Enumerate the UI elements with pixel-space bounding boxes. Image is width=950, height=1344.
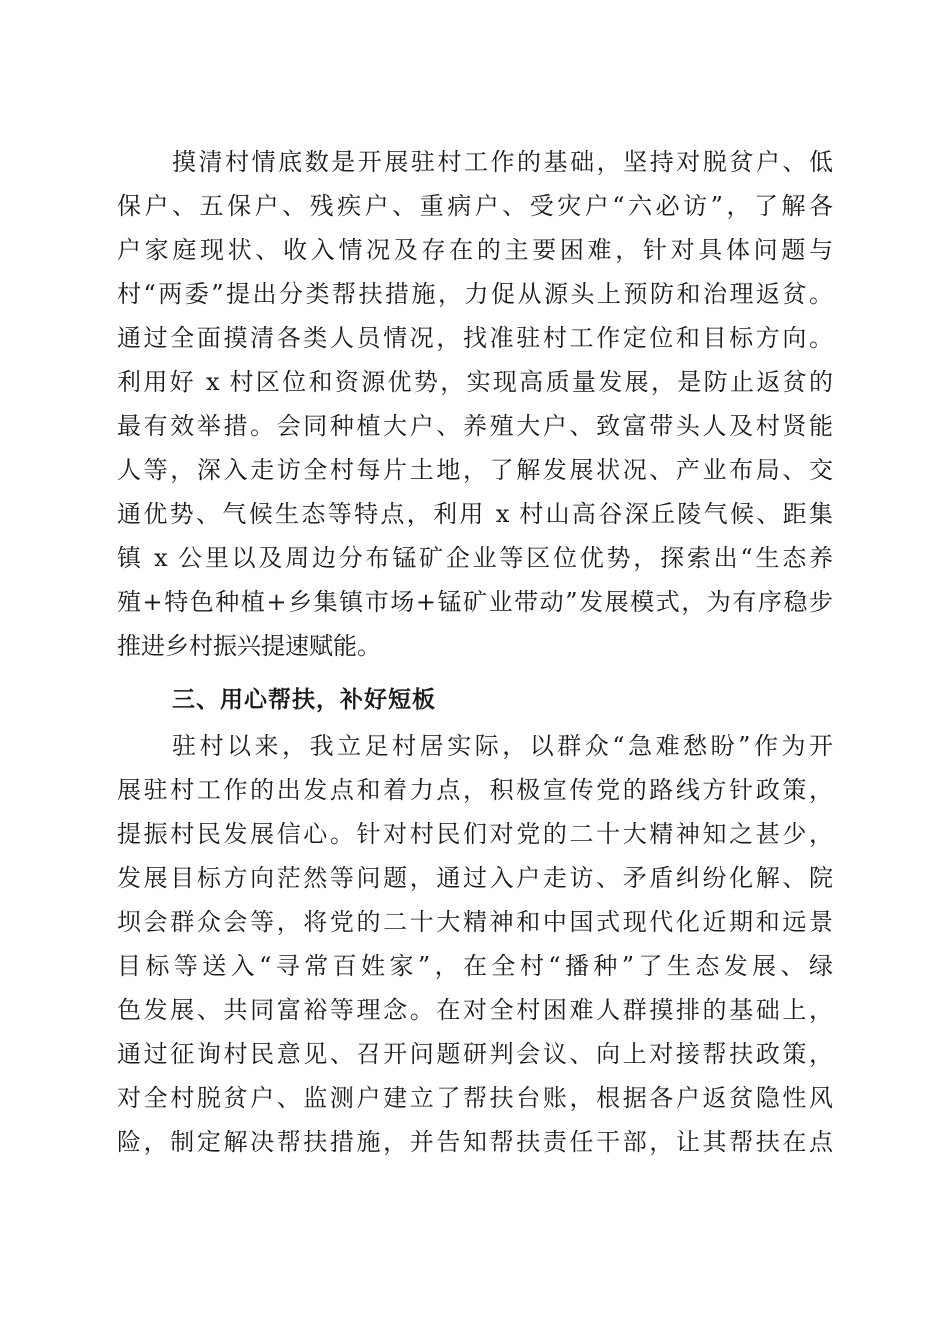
text-line: 通优势、气候生态等特点，利用 x 村山高谷深丘陵气候、距集 (117, 500, 833, 528)
text-line: 坝会群众会等，将党的二十大精神和中国式现代化近期和远景 (117, 908, 833, 936)
text-line: 对全村脱贫户、监测户建立了帮扶台账，根据各户返贫隐性风 (117, 1084, 833, 1112)
text-line: 镇 x 公里以及周边分布锰矿企业等区位优势，探索出“生态养 (117, 544, 833, 572)
text-line: 人等，深入走访全村每片土地，了解发展状况、产业布局、交 (117, 456, 833, 484)
section-heading: 三、用心帮扶，补好短板 (172, 687, 436, 713)
text-line: 摸清村情底数是开展驻村工作的基础，坚持对脱贫户、低 (172, 148, 833, 176)
text-line: 利用好 x 村区位和资源优势，实现高质量发展，是防止返贫的 (117, 368, 833, 396)
text-line: 通过征询村民意见、召开问题研判会议、向上对接帮扶政策， (117, 1040, 833, 1068)
text-line: 发展目标方向茫然等问题，通过入户走访、矛盾纠纷化解、院 (117, 864, 833, 892)
text-line: 最有效举措。会同种植大户、养殖大户、致富带头人及村贤能 (117, 412, 833, 440)
text-line: 驻村以来，我立足村居实际，以群众“急难愁盼”作为开 (172, 732, 833, 760)
text-line: 展驻村工作的出发点和着力点，积极宣传党的路线方针政策， (117, 776, 833, 804)
text-line: 险，制定解决帮扶措施，并告知帮扶责任干部，让其帮扶在点 (117, 1128, 833, 1156)
text-line: 保户、五保户、残疾户、重病户、受灾户“六必访”，了解各 (117, 192, 833, 220)
text-line: 殖+特色种植+乡集镇市场+锰矿业带动”发展模式，为有序稳步 (117, 588, 833, 616)
text-line: 推进乡村振兴提速赋能。 (117, 632, 381, 660)
text-line: 色发展、共同富裕等理念。在对全村困难人群摸排的基础上， (117, 996, 833, 1024)
text-line: 户家庭现状、收入情况及存在的主要困难，针对具体问题与 (117, 236, 833, 264)
text-line: 目标等送入“寻常百姓家”，在全村“播种”了生态发展、绿 (117, 952, 833, 980)
text-line: 通过全面摸清各类人员情况，找准驻村工作定位和目标方向。 (117, 324, 833, 352)
text-line: 村“两委”提出分类帮扶措施，力促从源头上预防和治理返贫。 (117, 280, 833, 308)
text-line: 提振村民发展信心。针对村民们对党的二十大精神知之甚少， (117, 820, 833, 848)
